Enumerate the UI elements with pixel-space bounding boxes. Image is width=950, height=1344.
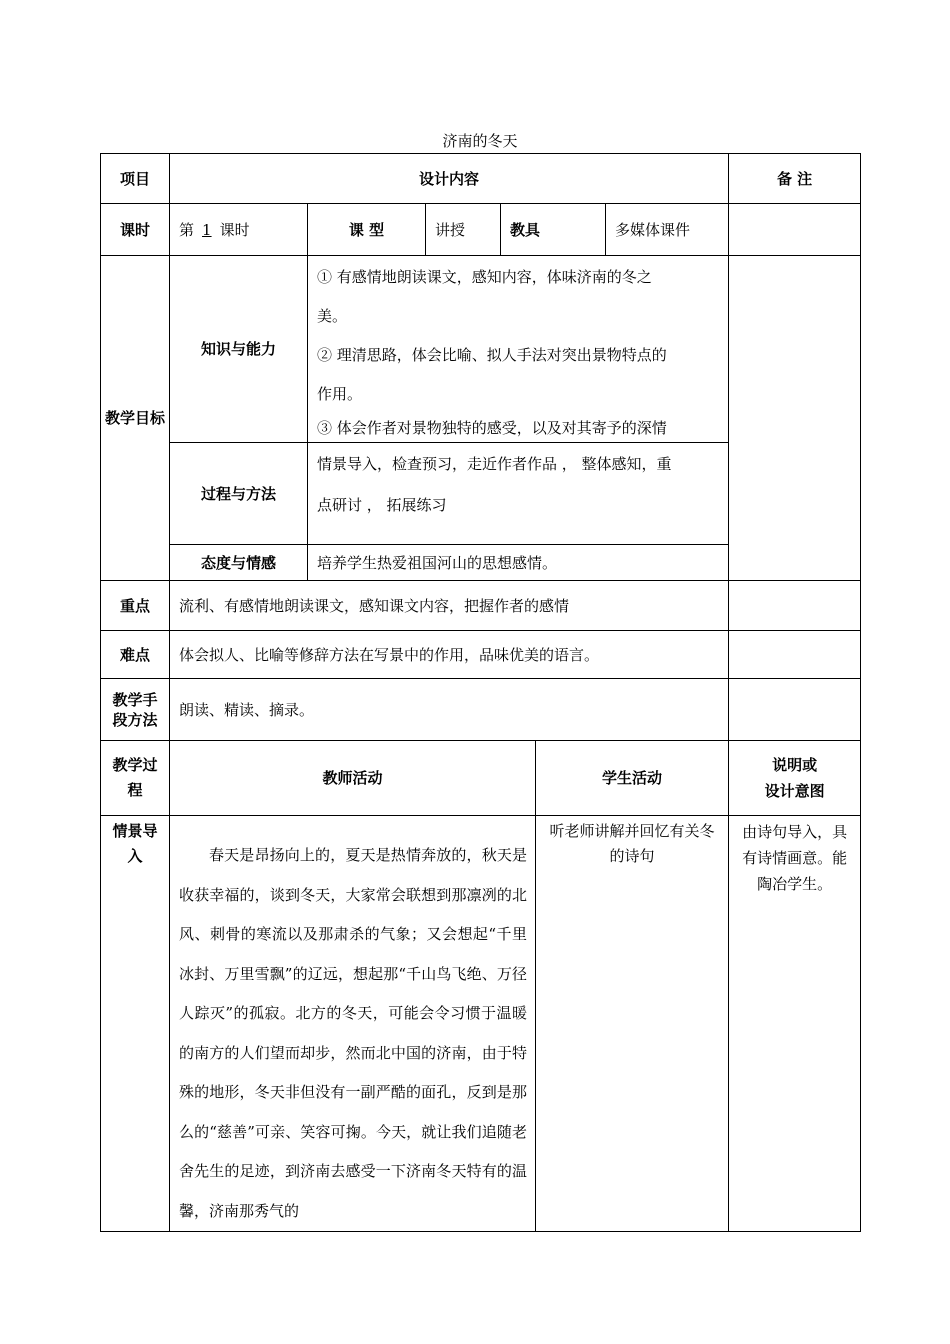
knowledge-content bbox=[308, 256, 729, 443]
process-method-line: 点研讨 ， 拓展练习 bbox=[317, 496, 447, 514]
knowledge-label: 知识与能力 bbox=[170, 256, 308, 443]
knowledge-line: ③ 体会作者对景物独特的感受，以及对其寄予的深情 bbox=[317, 419, 667, 437]
intro-teacher-text: 春天是昂扬向上的，夏天是热情奔放的，秋天是收获幸福的，谈到冬天，大家常会联想到那凛冽的北风、刺骨的寒流以及那肃杀的气象；又会想起“千里冰封、万里雪飘”的辽远，想起那“千山鸟飞绝、万径人踪灭”的孤寂。北方的冬天，可能会令习惯于温暖的南方的人们望而却步，然而北中国的济南，由于特殊的地形，冬天非但没有一副严酷的面孔，反到是那么的“慈善”可亲、笑容可掬。今天，就让我们追随老舍先生的足迹，到济南去感受一下济南冬天特有的温馨，济南那秀气的 bbox=[170, 816, 536, 1232]
methods-content: 朗读、精读、摘录。 bbox=[170, 679, 729, 741]
process-header-row bbox=[101, 741, 861, 816]
header-content: 设计内容 bbox=[170, 154, 729, 204]
teaching-tool-label: 教具 bbox=[501, 204, 606, 256]
knowledge-line: ② 理清思路，体会比喻、拟人手法对突出景物特点的 bbox=[317, 346, 667, 364]
header-row bbox=[101, 154, 861, 204]
header-remark: 备 注 bbox=[729, 154, 861, 204]
key-point-row bbox=[101, 581, 861, 631]
knowledge-line: 美。 bbox=[317, 307, 348, 325]
attitude-content: 培养学生热爱祖国河山的思想感情。 bbox=[308, 545, 729, 581]
lesson-plan-table bbox=[100, 153, 861, 1232]
key-point-content: 流利、有感情地朗读课文，感知课文内容，把握作者的感情 bbox=[170, 581, 729, 631]
difficulty-content: 体会拟人、比喻等修辞方法在写景中的作用，品味优美的语言。 bbox=[170, 631, 729, 679]
lesson-type-label: 课 型 bbox=[308, 204, 426, 256]
knowledge-line: 作用。 bbox=[317, 385, 363, 403]
period-number: 1 bbox=[202, 220, 212, 239]
period-value bbox=[170, 204, 308, 256]
knowledge-row bbox=[101, 256, 861, 443]
design-note-header-line: 设计意图 bbox=[764, 782, 825, 800]
header-item: 项目 bbox=[101, 154, 170, 204]
objectives-remark bbox=[729, 256, 861, 581]
lesson-type-value: 讲授 bbox=[426, 204, 501, 256]
key-point-label: 重点 bbox=[101, 581, 170, 631]
period-suffix: 课时 bbox=[219, 220, 250, 239]
design-note-header bbox=[729, 741, 861, 816]
methods-remark bbox=[729, 679, 861, 741]
knowledge-line: ① 有感情地朗读课文，感知内容，体味济南的冬之 bbox=[317, 268, 652, 286]
process-stage-header: 教学过程 bbox=[101, 741, 170, 816]
intro-stage-label: 情景导入 bbox=[101, 816, 170, 1232]
intro-student-text: 听老师讲解并回忆有关冬的诗句 bbox=[536, 816, 729, 1232]
period-prefix: 第 bbox=[179, 220, 195, 239]
process-method-label: 过程与方法 bbox=[170, 443, 308, 545]
period-label: 课时 bbox=[101, 204, 170, 256]
methods-label: 教学手段方法 bbox=[101, 679, 170, 741]
difficulty-row bbox=[101, 631, 861, 679]
intro-row bbox=[101, 816, 861, 1232]
process-method-content bbox=[308, 443, 729, 545]
student-activity-header: 学生活动 bbox=[536, 741, 729, 816]
difficulty-label: 难点 bbox=[101, 631, 170, 679]
difficulty-remark bbox=[729, 631, 861, 679]
teacher-activity-header: 教师活动 bbox=[170, 741, 536, 816]
objectives-label: 教学目标 bbox=[101, 256, 170, 581]
teaching-tool-value: 多媒体课件 bbox=[606, 204, 729, 256]
methods-row bbox=[101, 679, 861, 741]
design-note-header-line: 说明或 bbox=[772, 756, 818, 774]
key-point-remark bbox=[729, 581, 861, 631]
document-title: 济南的冬天 bbox=[442, 132, 518, 150]
period-row bbox=[101, 204, 861, 256]
intro-design-note: 由诗句导入，具有诗情画意。能陶冶学生。 bbox=[729, 816, 861, 1232]
attitude-label: 态度与情感 bbox=[170, 545, 308, 581]
period-remark bbox=[729, 204, 861, 256]
process-method-line: 情景导入，检查预习，走近作者作品 ， 整体感知，重 bbox=[317, 455, 672, 473]
